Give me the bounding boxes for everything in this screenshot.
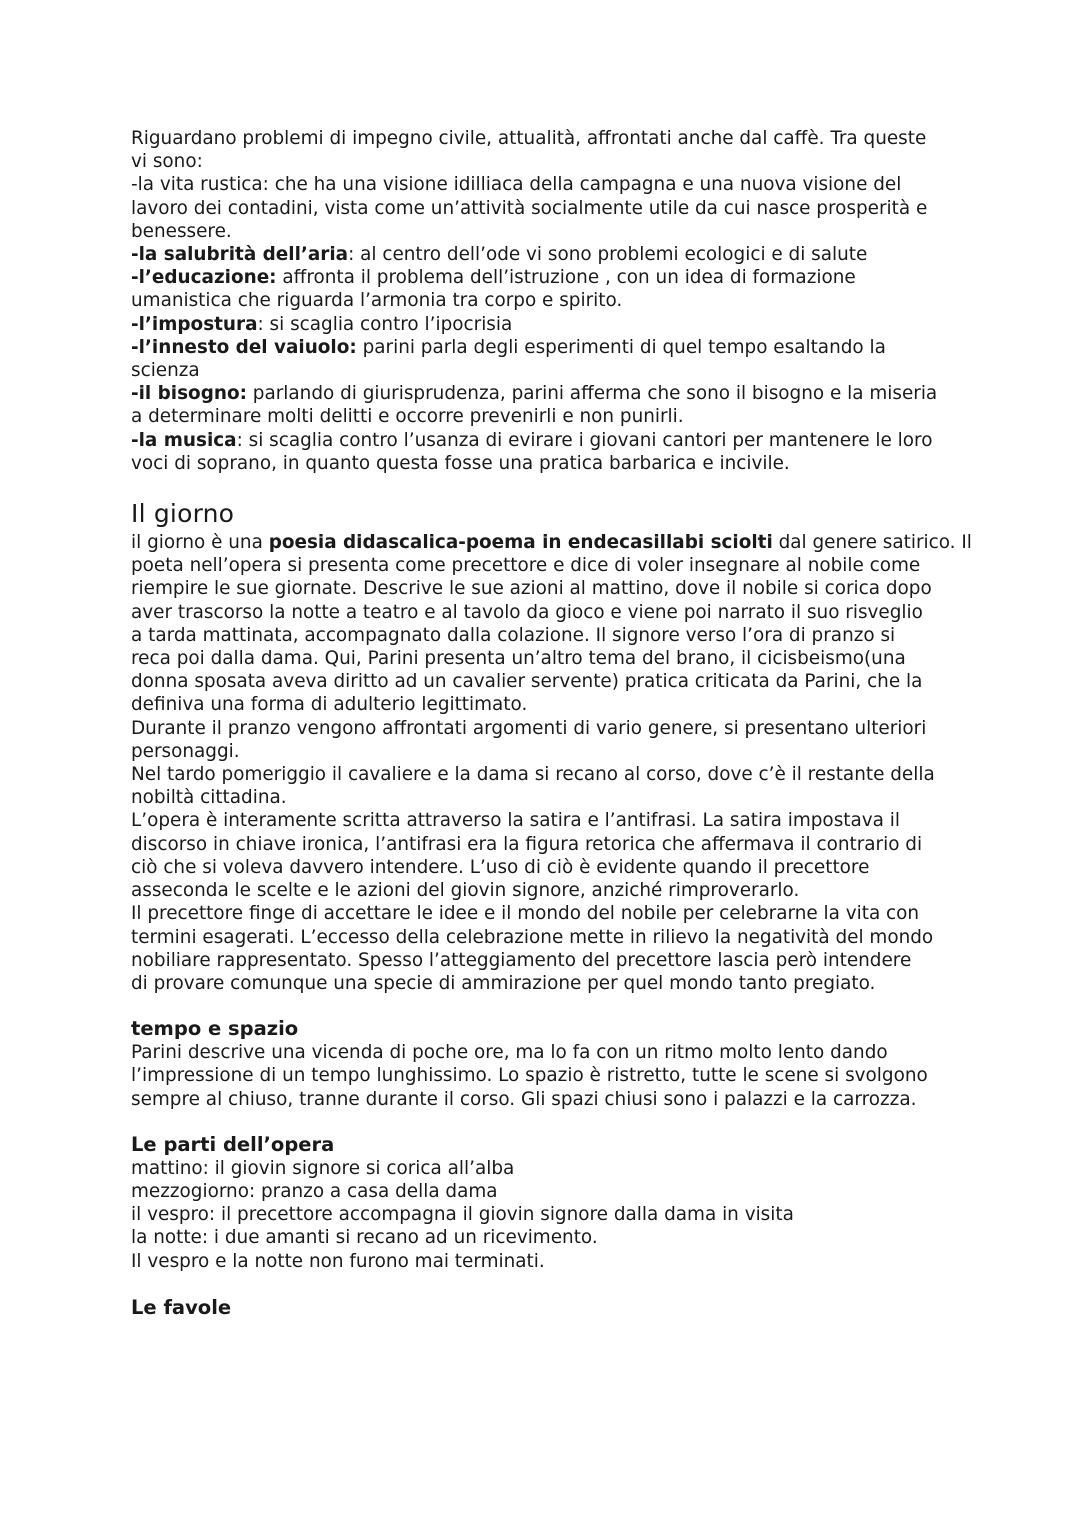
intro-section <box>131 127 961 475</box>
list-item-text: parini parla degli esperimenti di quel tempo esaltando la <box>356 336 886 358</box>
list-item-term: -l’educazione: <box>131 267 277 289</box>
list-item-term: -l’impostura <box>131 313 258 335</box>
parti-opera-section <box>131 1133 961 1273</box>
list-item-term: -il bisogno: <box>131 383 247 405</box>
paragraph-line: L’opera è interamente scritta attraverso la satira e l’antifrasi. La satira impostava il <box>131 810 900 832</box>
list-item-continuation: voci di soprano, in quanto questa fosse una pratica barbarica e incivile. <box>131 452 790 474</box>
page-content <box>131 127 972 1320</box>
text-run-bold: poesia didascalica-poema in endecasillabi sciolti <box>268 532 773 554</box>
paragraph-line: termini esagerati. L’eccesso della celebrazione mette in rilievo la negatività del mondo <box>131 926 934 948</box>
list-item <box>131 266 961 289</box>
list-item-continuation: umanistica che riguarda l’armonia tra corpo e spirito. <box>131 290 623 312</box>
paragraph-line: reca poi dalla dama. Qui, Parini presenta un’altro tema del brano, il cicisbeismo(una <box>131 648 906 670</box>
paragraph-line: Il vespro e la notte non furono mai terminati. <box>131 1250 545 1272</box>
paragraph-line: asseconda le scelte e le azioni del giovin signore, anziché rimproverarlo. <box>131 880 800 902</box>
list-item <box>131 336 961 359</box>
section-heading: Il giorno <box>131 499 235 529</box>
paragraph-line: nobiltà cittadina. <box>131 787 287 809</box>
paragraph-line: nobiliare rappresentato. Spesso l’atteggiamento del precettore lascia però intendere <box>131 949 912 971</box>
list-item-term: -l’innesto del vaiuolo: <box>131 336 357 358</box>
paragraph-line: riempire le sue giornate. Descrive le sue azioni al mattino, dove il nobile si corica dopo <box>131 578 932 600</box>
paragraph-line: Nel tardo pomeriggio il cavaliere e la dama si recano al corso, dove c’è il restante della <box>131 764 935 786</box>
list-item-text: : si scaglia contro l’ipocrisia <box>257 313 513 335</box>
list-item-text: : si scaglia contro l’usanza di evirare i giovani cantori per mantenere le loro <box>236 429 933 451</box>
paragraph-line: l’impressione di un tempo lunghissimo. Lo spazio è ristretto, tutte le scene si svolgono <box>131 1065 928 1087</box>
paragraph-line: poeta nell’opera si presenta come precettore e dice di voler insegnare al nobile come <box>131 555 921 577</box>
list-item-term: -la musica <box>131 429 237 451</box>
list-item-text: affronta il problema dell’istruzione , con un idea di formazione <box>276 267 856 289</box>
paragraph-line: Parini descrive una vicenda di poche ore, ma lo fa con un ritmo molto lento dando <box>131 1042 888 1064</box>
favole-section <box>131 1296 961 1320</box>
giorno-section <box>131 499 972 995</box>
list-item <box>131 243 961 266</box>
paragraph-line: a tarda mattinata, accompagnato dalla colazione. Il signore verso l’ora di pranzo si <box>131 624 896 646</box>
list-item-text: : al centro dell’ode vi sono problemi ecologici e di salute <box>348 244 868 266</box>
list-item-continuation: a determinare molti delitti e occorre prevenirli e non punirli. <box>131 406 684 428</box>
list-item <box>131 429 961 452</box>
paragraph-line: ciò che si voleva davvero intendere. L’uso di ciò è evidente quando il precettore <box>131 856 870 878</box>
paragraph-line: mattino: il giovin signore si corica all’alba <box>131 1157 515 1179</box>
list-item <box>131 382 961 405</box>
list-item <box>131 313 961 336</box>
paragraph-line: definiva una forma di adulterio legittimato. <box>131 694 528 716</box>
paragraph-line: Durante il pranzo vengono affrontati argomenti di vario genere, si presentano ulteriori <box>131 717 927 739</box>
paragraph-line: discorso in chiave ironica, l’antifrasi era la figura retorica che affermava il contrario di <box>131 833 923 855</box>
paragraph-line: di provare comunque una specie di ammirazione per quel mondo tanto pregiato. <box>131 972 876 994</box>
subsection-heading: tempo e spazio <box>131 1017 299 1041</box>
text-run: dal genere satirico. Il <box>772 532 972 554</box>
paragraph-line: la notte: i due amanti si recano ad un ricevimento. <box>131 1227 598 1249</box>
subsection-heading: Le parti dell’opera <box>131 1132 335 1156</box>
intro-line: Riguardano problemi di impegno civile, attualità, affrontati anche dal caffè. Tra queste <box>131 128 927 149</box>
intro-line: lavoro dei contadini, vista come un’attività socialmente utile da cui nasce prosperità e <box>131 197 928 219</box>
subsection-heading: Le favole <box>131 1295 232 1319</box>
list-item-term: -la salubrità dell’aria <box>131 244 349 266</box>
list-item-continuation: scienza <box>131 360 200 382</box>
list-item-text: parlando di giurisprudenza, parini afferma che sono il bisogno e la miseria <box>246 383 938 405</box>
paragraph-line: personaggi. <box>131 740 240 762</box>
intro-line: benessere. <box>131 220 232 242</box>
text-run: il giorno è una <box>131 532 269 554</box>
intro-line: vi sono: <box>131 151 203 173</box>
paragraph-line: aver trascorso la notte a teatro e al tavolo da gioco e viene poi narrato il suo risveglio <box>131 601 923 623</box>
intro-line: -la vita rustica: che ha una visione idilliaca della campagna e una nuova visione del <box>131 174 902 196</box>
paragraph-line: sempre al chiuso, tranne durante il corso. Gli spazi chiusi sono i palazzi e la carrozza. <box>131 1088 917 1110</box>
paragraph-line <box>131 531 972 554</box>
paragraph-line: il vespro: il precettore accompagna il giovin signore dalla dama in visita <box>131 1204 794 1226</box>
tempo-spazio-section <box>131 1017 961 1111</box>
paragraph-line: mezzogiorno: pranzo a casa della dama <box>131 1180 498 1202</box>
paragraph-line: donna sposata aveva diritto ad un cavalier servente) pratica criticata da Parini, che la <box>131 671 923 693</box>
paragraph-line: Il precettore finge di accettare le idee e il mondo del nobile per celebrarne la vita con <box>131 903 920 925</box>
